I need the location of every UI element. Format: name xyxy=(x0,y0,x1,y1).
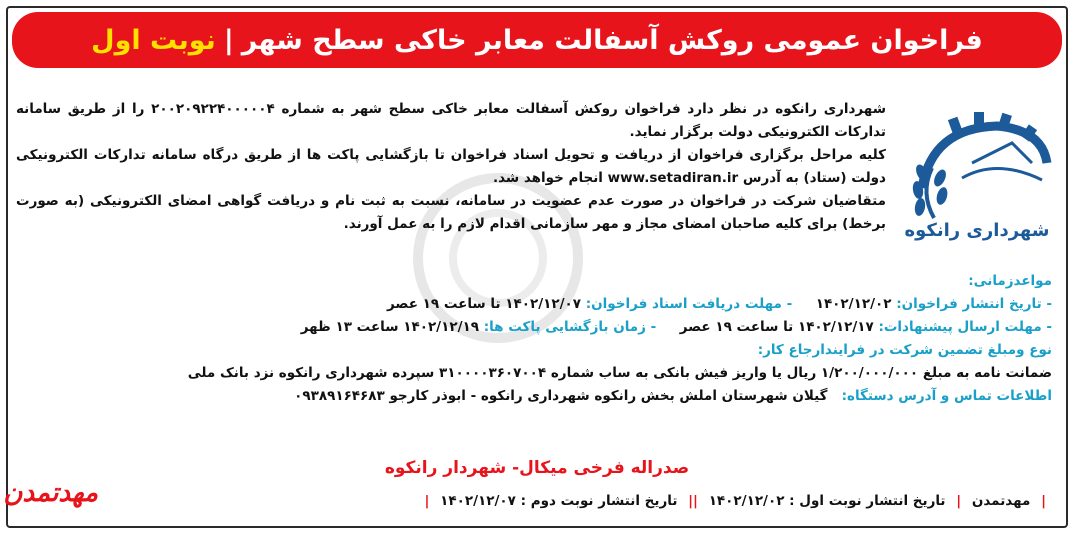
second-date-label: تاریخ انتشار نوبت دوم : xyxy=(520,493,678,509)
schedule-heading: مواعدزمانی: xyxy=(968,273,1052,289)
second-date-value: ۱۴۰۲/۱۲/۰۷ xyxy=(440,493,516,509)
notice-body xyxy=(16,98,886,236)
open-value: ۱۴۰۲/۱۲/۱۹ ساعت ۱۳ ظهر xyxy=(300,319,479,335)
first-date-value: ۱۴۰۲/۱۲/۰۲ xyxy=(708,493,785,509)
docs-label: - مهلت دریافت اسناد فراخوان: xyxy=(585,296,793,312)
guarantee-heading: نوع ومبلغ تضمین شرکت در فرایندارجاع کار: xyxy=(757,342,1052,358)
first-date-label: تاریخ انتشار نوبت اول : xyxy=(789,493,946,509)
submit-label: - مهلت ارسال پیشنهادات: xyxy=(878,319,1052,335)
round-label: نوبت اول xyxy=(91,24,216,56)
logo-text: شهرداری رانکوه xyxy=(904,220,1050,241)
publication-footer: | مهدتمدن | تاریخ انتشار نوبت اول : ۱۴۰۲/۱۲/۰۲ || تاریخ انتشار نوبت دوم : ۱۴۰۲/۱۲/۰۷ | xyxy=(424,493,1046,509)
notice-title: فراخوان عمومی روکش آسفالت معابر خاکی سطح شهر xyxy=(241,24,983,56)
details-section xyxy=(12,270,1052,408)
newspaper-logo: مهدتمدن xyxy=(3,478,98,508)
contact-text: گیلان شهرستان املش بخش رانکوه شهرداری رانکوه - ابوذر کارجو ۰۹۳۸۹۱۶۴۶۸۳ xyxy=(294,388,828,404)
submit-value: ۱۴۰۲/۱۲/۱۷ تا ساعت ۱۹ عصر xyxy=(679,319,874,335)
contact-label: اطلاعات تماس و آدرس دستگاه: xyxy=(841,388,1052,404)
notice-frame xyxy=(3,6,1068,528)
paper-name: مهدتمدن xyxy=(971,493,1031,509)
title-banner xyxy=(12,12,1062,68)
gear-emblem-icon xyxy=(902,108,1052,248)
title-separator: | xyxy=(223,24,234,56)
guarantee-text: ضمانت نامه به مبلغ ۱/۲۰۰/۰۰۰/۰۰۰ ریال یا واریز فیش بانکی به ساب شماره ۳۱۰۰۰۰۳۶۰۷۰۰۴ سپرده شهرداری رانکوه نزد بانک ملی xyxy=(187,365,1052,381)
body-paragraph-1: شهرداری رانکوه در نظر دارد فراخوان روکش آسفالت معابر خاکی سطح شهر به شماره ۲۰۰۲۰۹۲۲۴۰۰۰۰۰۴ را از طریق سامانه تدارکات الکترونیکی دولت برگزار نماید. xyxy=(16,101,886,140)
schedule-row-2 xyxy=(12,316,1052,339)
publish-label: - تاریخ انتشار فراخوان: xyxy=(896,296,1052,312)
schedule-row-1 xyxy=(12,293,1052,316)
contact-row xyxy=(12,385,1052,408)
municipality-logo xyxy=(902,108,1052,248)
docs-value: ۱۴۰۲/۱۲/۰۷ تا ساعت ۱۹ عصر xyxy=(387,296,582,312)
body-paragraph-2: کلیه مراحل برگزاری فراخوان از دریافت و تحویل اسناد فراخوان تا بازگشایی پاکت ها از طریق درگاه سامانه تدارکات الکترونیکی دولت (ستاد) به آدرس www.setadiran.ir انجام خواهد شد. xyxy=(16,147,886,186)
signer-name: صدراله فرخی میکال- شهردار رانکوه xyxy=(384,458,690,478)
publish-value: ۱۴۰۲/۱۲/۰۲ xyxy=(815,296,892,312)
body-paragraph-3: متقاضیان شرکت در فراخوان در صورت عدم عضویت در سامانه، نسبت به ثبت نام و دریافت گواهی امضای الکترونیکی (به صورت برخط) برای کلیه صاحبان امضای مجاز و مهر سازمانی اقدام لازم را به عمل آورند. xyxy=(16,193,886,232)
open-label: - زمان بازگشایی پاکت ها: xyxy=(483,319,657,335)
